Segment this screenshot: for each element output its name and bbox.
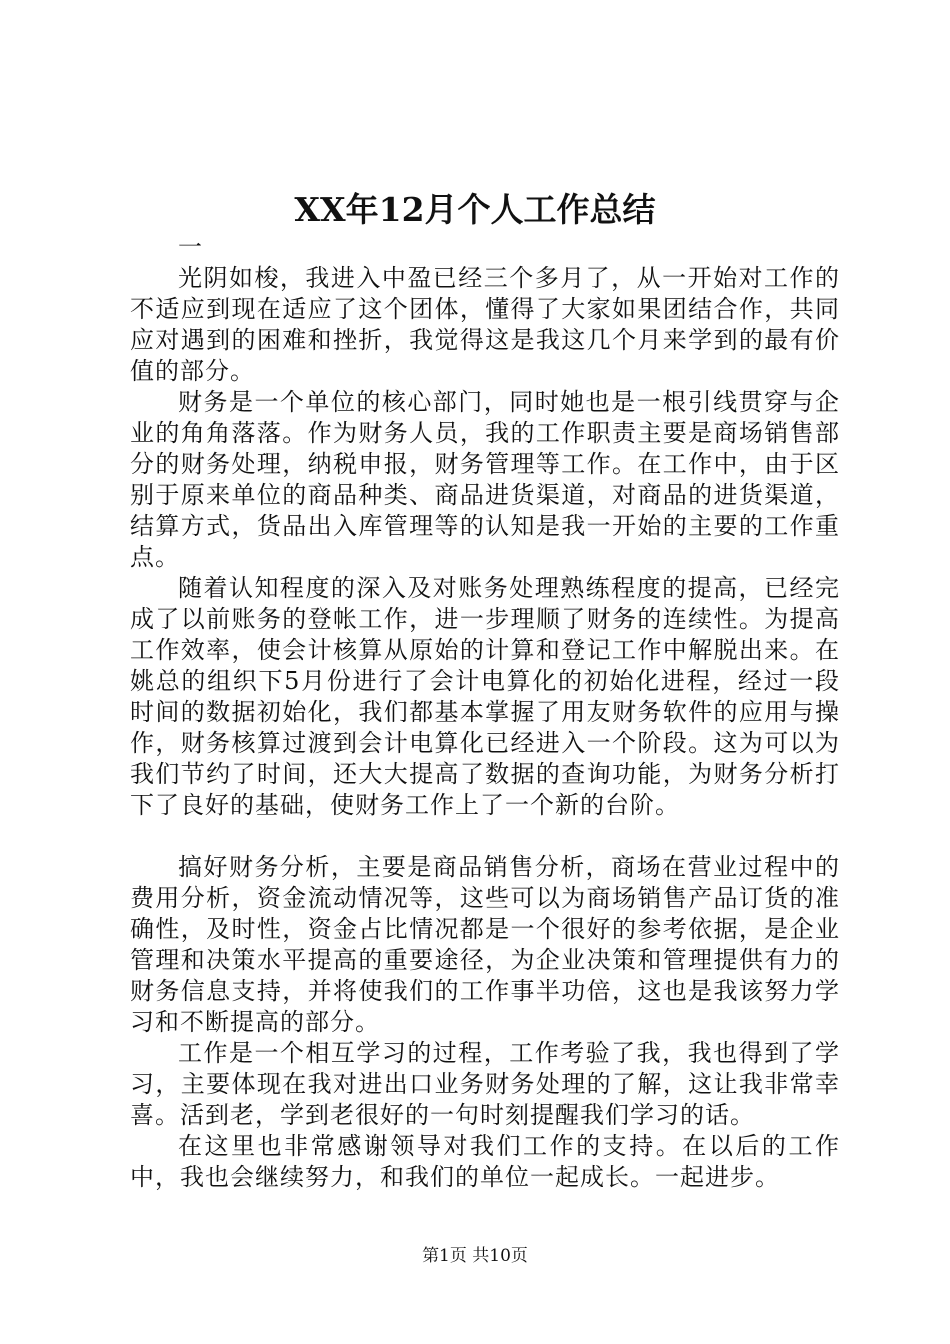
paragraph: 在这里也非常感谢领导对我们工作的支持。在以后的工作中，我也会继续努力，和我们的单位一起成长。一起进步。 [130, 1132, 840, 1191]
paragraph: 财务是一个单位的核心部门，同时她也是一根引线贯穿与企业的角角落落。作为财务人员，我的工作职责主要是商场销售部分的财务处理，纳税申报，财务管理等工作。在工作中，由于区别于原来单位的商品种类、商品进货渠道，对商品的进货渠道，结算方式，货品出入库管理等的认知是我一开始的主要的工作重点。 [130, 388, 840, 571]
paragraph: 工作是一个相互学习的过程，工作考验了我，我也得到了学习，主要体现在我对进出口业务财务处理的了解，这让我非常幸喜。活到老，学到老很好的一句时刻提醒我们学习的话。 [130, 1039, 840, 1129]
document-body [130, 232, 840, 1193]
paragraph: 光阴如梭，我进入中盈已经三个多月了，从一开始对工作的不适应到现在适应了这个团体，懂得了大家如果团结合作，共同应对遇到的困难和挫折，我觉得这是我这几个月来学到的最有价值的部分。 [130, 264, 840, 385]
paragraph: 随着认知程度的深入及对账务处理熟练程度的提高，已经完成了以前账务的登帐工作，进一步理顺了财务的连续性。为提高工作效率，使会计核算从原始的计算和登记工作中解脱出来。在姚总的组织下5月份进行了会计电算化的初始化进程，经过一段时间的数据初始化，我们都基本掌握了用友财务软件的应用与操作，财务核算过渡到会计电算化已经进入一个阶段。这为可以为我们节约了时间，还大大提高了数据的查询功能，为财务分析打下了良好的基础，使财务工作上了一个新的台阶。 [130, 574, 840, 819]
page-footer [0, 1244, 950, 1268]
document-title: XX年12月个人工作总结 [294, 190, 656, 229]
paragraph: 搞好财务分析，主要是商品销售分析，商场在营业过程中的费用分析，资金流动情况等，这些可以为商场销售产品订货的准确性，及时性，资金占比情况都是一个很好的参考依据，是企业管理和决策水平提高的重要途径，为企业决策和管理提供有力的财务信息支持，并将使我们的工作事半功倍，这也是我该努力学习和不断提高的部分。 [130, 853, 840, 1036]
section-number: 一 [178, 233, 203, 261]
page-indicator: 第1页 共10页 [422, 1246, 528, 1266]
